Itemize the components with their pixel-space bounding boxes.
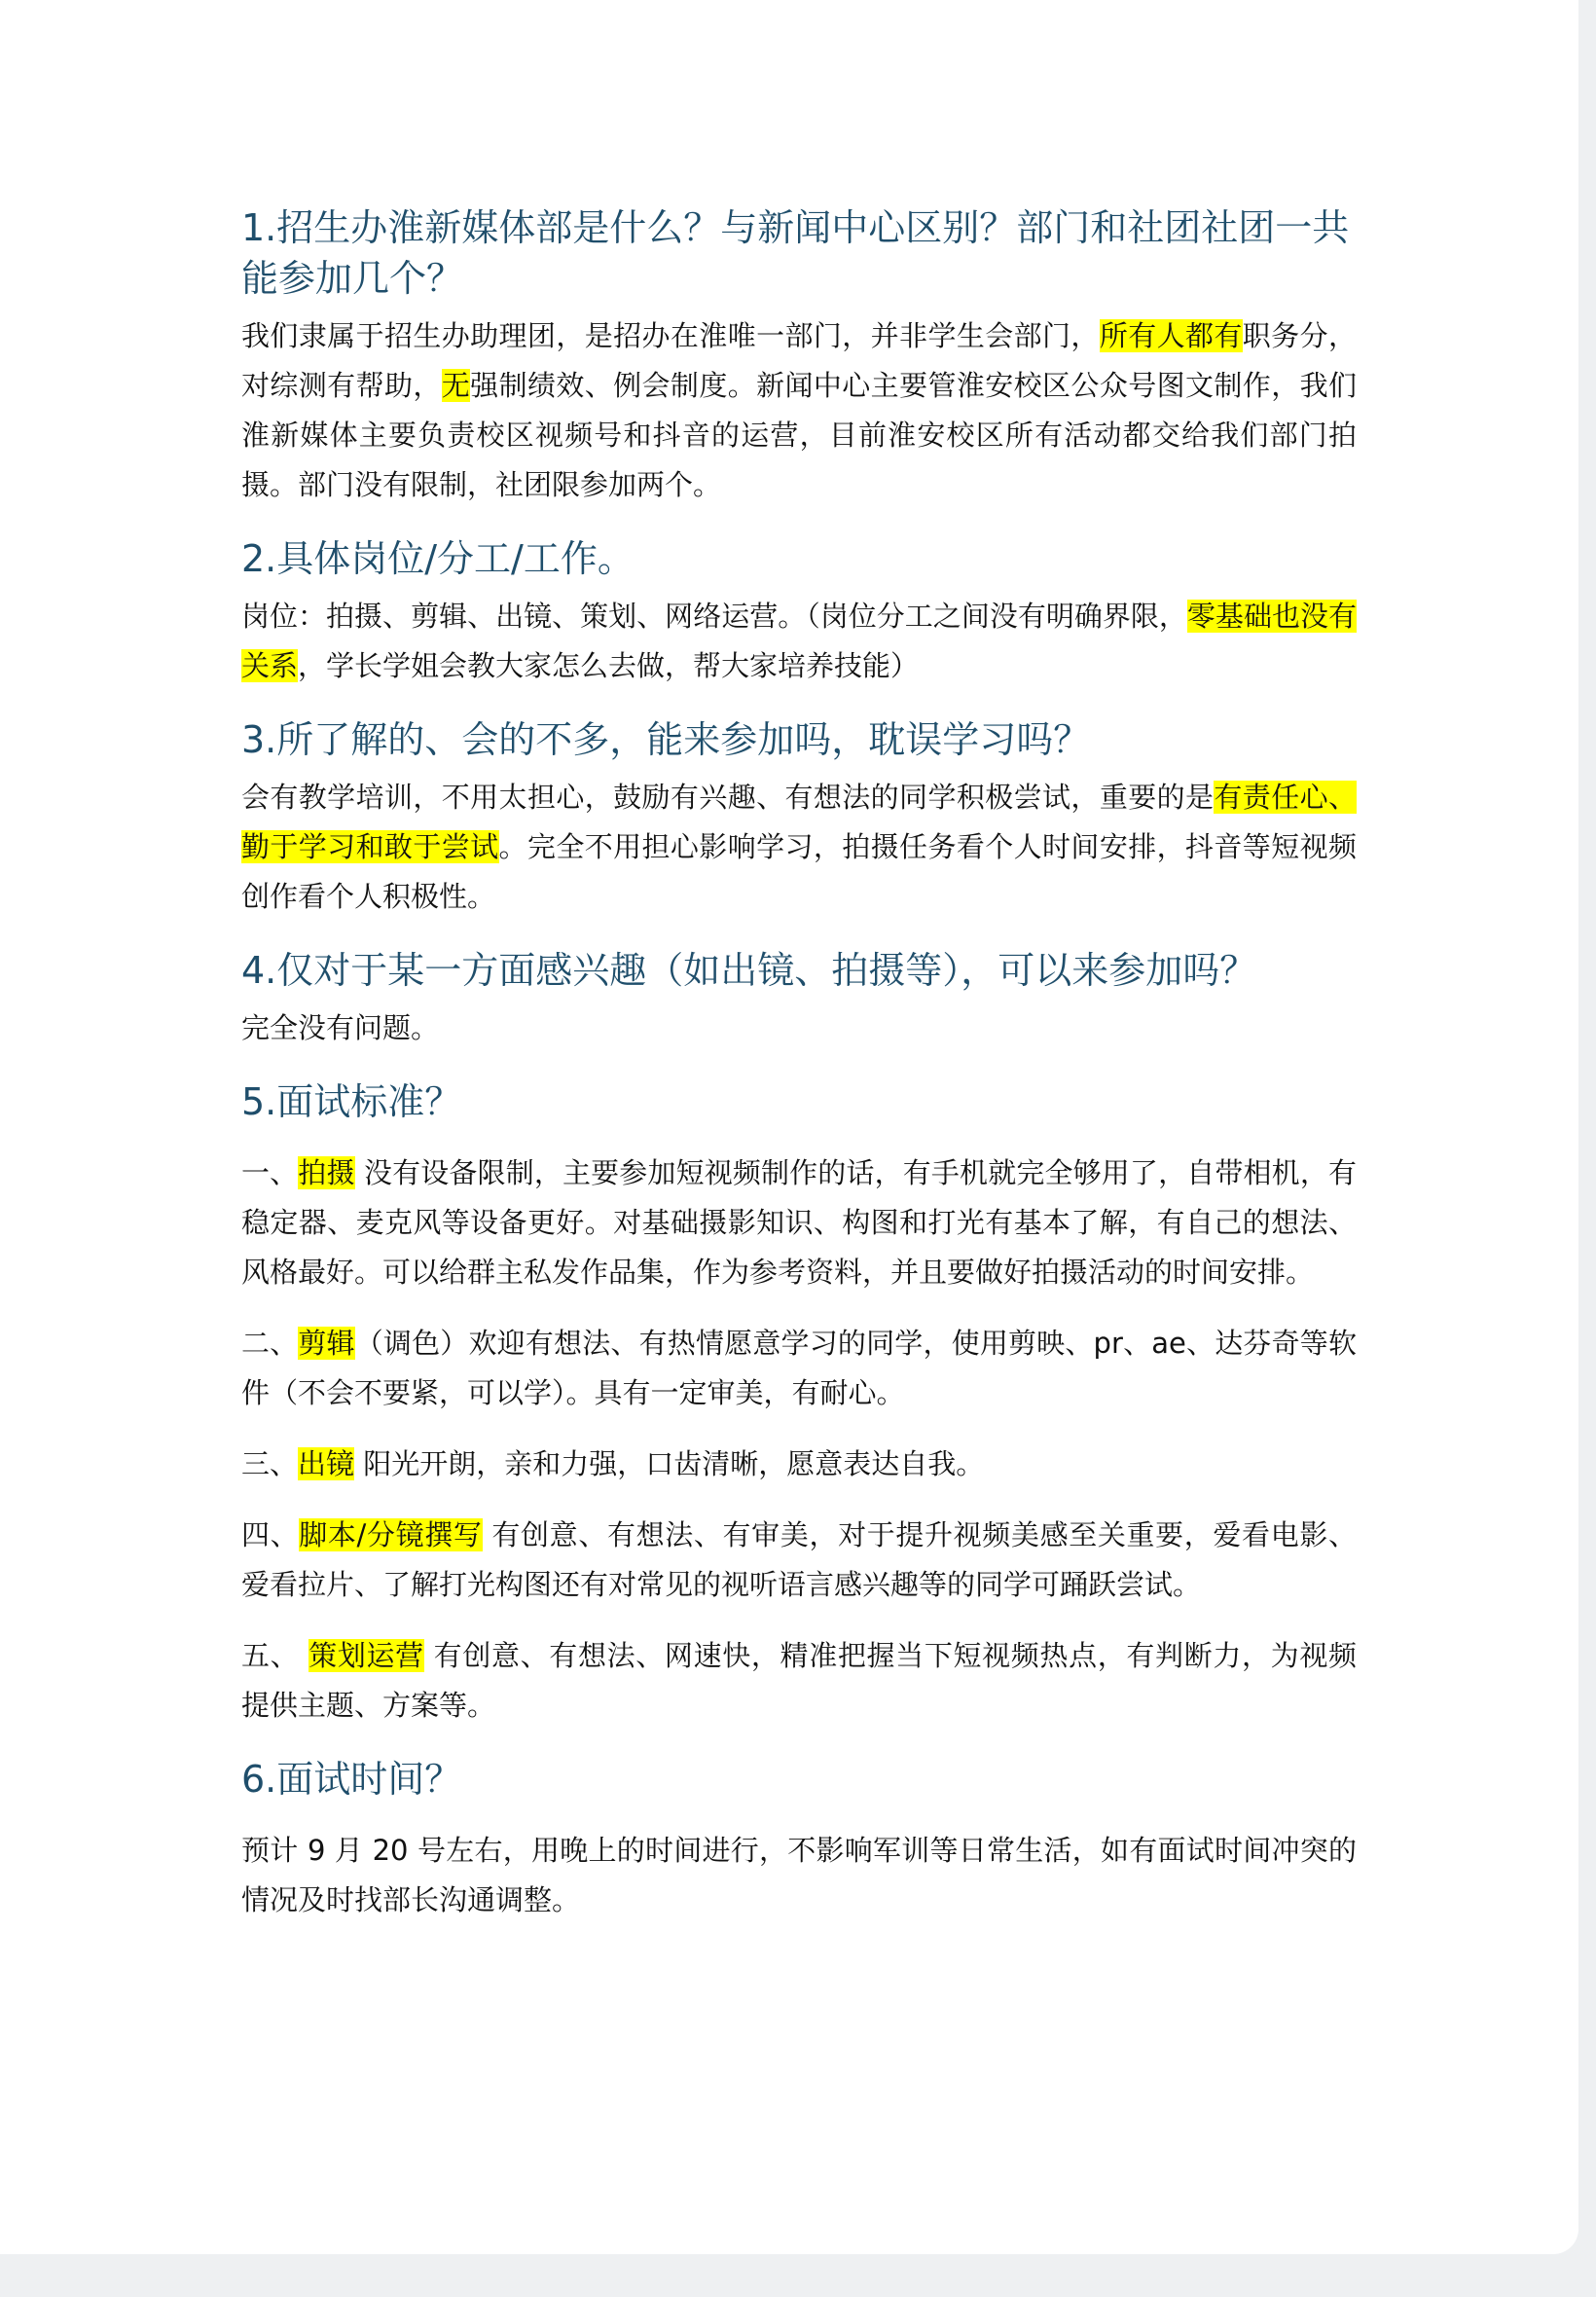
highlight-no: 无 [441, 369, 471, 402]
answer-q3 [241, 773, 1357, 922]
criteria-role-editing: 剪辑 [298, 1327, 355, 1360]
answer-q1 [241, 311, 1357, 510]
criteria-text: 阳光开朗，亲和力强，口齿清晰，愿意表达自我。 [354, 1447, 985, 1480]
answer-q4: 完全没有问题。 [241, 1011, 440, 1044]
highlight-zero-basis: 零基础也没有关系 [241, 600, 1357, 682]
answer-q3-text-1: 会有教学培训，不用太担心，鼓励有兴趣、有想法的同学积极尝试，重要的是 [241, 781, 1215, 814]
answer-q2-text-1: 岗位：拍摄、剪辑、出镜、策划、网络运营。（岗位分工之间没有明确界限， [241, 600, 1187, 633]
criteria-prefix: 五、 [241, 1639, 309, 1672]
document-content [241, 202, 1357, 1925]
criteria-role-photography: 拍摄 [298, 1156, 355, 1189]
answer-q2-text-2: ，学长学姐会教大家怎么去做，帮大家培养技能） [298, 649, 920, 682]
criteria-item-script [241, 1511, 1357, 1610]
criteria-text: 有创意、有想法、有审美，对于提升视频美感至关重要，爱看电影、爱看拉片、了解打光构图还有对常见的视听语言感兴趣等的同学可踊跃尝试。 [241, 1518, 1357, 1601]
heading-q6: 6.面试时间？ [241, 1758, 462, 1801]
answer-q1-text-2: 职务分，对综测有帮助， [241, 319, 1357, 402]
criteria-role-oncamera: 出镜 [298, 1447, 355, 1480]
criteria-item-photography [241, 1148, 1357, 1297]
answer-q3-text-2: 。完全不用担心影响学习，拍摄任务看个人时间安排，抖音等短视频创作看个人积极性。 [241, 830, 1357, 913]
heading-q5: 5.面试标准？ [241, 1080, 462, 1123]
highlight-everyone-has: 所有人都有 [1099, 319, 1243, 352]
criteria-prefix: 二、 [241, 1327, 299, 1360]
criteria-role-script: 脚本/分镜撰写 [299, 1518, 483, 1551]
heading-q3: 3.所了解的、会的不多，能来参加吗，耽误学习吗？ [241, 718, 1091, 761]
answer-q1-text-3: 强制绩效、例会制度。新闻中心主要管淮安校区公众号图文制作，我们淮新媒体主要负责校区视频号和抖音的运营，目前淮安校区所有活动都交给我们部门拍摄。部门没有限制，社团限参加两个。 [241, 369, 1357, 501]
answer-q1-text-1: 我们隶属于招生办助理团，是招办在淮唯一部门，并非学生会部门， [241, 319, 1100, 352]
criteria-role-planning: 策划运营 [308, 1639, 424, 1672]
criteria-item-editing [241, 1319, 1357, 1418]
criteria-text: 有创意、有想法、网速快，精准把握当下短视频热点，有判断力，为视频提供主题、方案等。 [241, 1639, 1357, 1722]
criteria-prefix: 三、 [241, 1447, 299, 1480]
criteria-prefix: 四、 [241, 1518, 300, 1551]
heading-q2: 2.具体岗位/分工/工作。 [241, 537, 635, 580]
criteria-item-oncamera [241, 1440, 1357, 1489]
heading-q4: 4.仅对于某一方面感兴趣（如出镜、拍摄等），可以来参加吗？ [241, 949, 1257, 992]
answer-q6: 预计 9 月 20 号左右，用晚上的时间进行，不影响军训等日常生活，如有面试时间冲突的情况及时找部长沟通调整。 [241, 1834, 1357, 1916]
answer-q2 [241, 592, 1357, 691]
highlight-responsibility: 有责任心、勤于学习和敢于尝试 [241, 781, 1357, 863]
criteria-text: 没有设备限制，主要参加短视频制作的话，有手机就完全够用了，自带相机，有稳定器、麦克风等设备更好。对基础摄影知识、构图和打光有基本了解，有自己的想法、风格最好。可以给群主私发作品集，作为参考资料，并且要做好拍摄活动的时间安排。 [241, 1156, 1357, 1289]
heading-q1: 1.招生办淮新媒体部是什么？与新闻中心区别？部门和社团社团一共能参加几个？ [241, 206, 1350, 300]
criteria-text: （调色）欢迎有想法、有热情愿意学习的同学，使用剪映、pr、ae、达芬奇等软件（不会不要紧，可以学）。具有一定审美，有耐心。 [241, 1327, 1357, 1409]
criteria-prefix: 一、 [241, 1156, 299, 1189]
criteria-item-planning [241, 1631, 1357, 1731]
